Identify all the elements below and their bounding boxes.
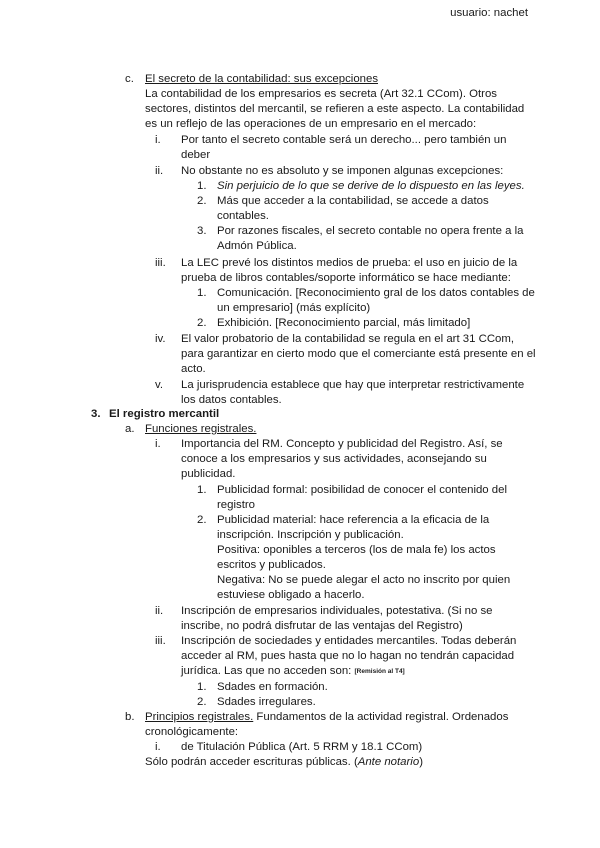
list-item-text: publicidad.: [181, 468, 236, 480]
sublist-item-text: contables.: [217, 210, 269, 222]
sublist-marker: 2.: [197, 195, 207, 207]
sublist-item-text: Negativa: No se puede alegar el acto no inscrito por quien: [217, 574, 511, 586]
list-item-text: los datos contables.: [181, 394, 282, 406]
subsection-b-closing: [145, 755, 423, 770]
section-c-title: El secreto de la contabilidad: sus excepciones: [145, 73, 379, 85]
sublist-item-text: escritos y publicados.: [217, 559, 326, 571]
sublist-marker: 2.: [197, 317, 207, 329]
sublist-item-text: Positiva: oponibles a terceros (los de mala fe) los actos: [217, 544, 496, 556]
list-item-text: conoce a los empresarios y sus actividades, aconsejando su: [181, 453, 487, 465]
sublist-item-text: Publicidad material: hace referencia a la eficacia de la: [217, 514, 490, 526]
sublist-item-text: Sdades en formación.: [217, 681, 328, 693]
page-header-user: usuario: nachet: [450, 7, 528, 19]
list-item-text: La jurisprudencia establece que hay que interpretar restrictivamente: [181, 379, 525, 391]
sublist-marker: 1.: [197, 484, 207, 496]
sublist-item-text: Más que acceder a la contabilidad, se accede a datos: [217, 195, 489, 207]
sublist-item-text: Sin perjuicio de lo que se derive de lo dispuesto en las leyes.: [217, 180, 525, 192]
list-item-text: deber: [181, 149, 211, 161]
list-item-text: No obstante no es absoluto y se imponen algunas excepciones:: [181, 165, 504, 177]
sublist-marker: 1.: [197, 681, 207, 693]
subsection-a-title: Funciones registrales.: [145, 423, 257, 435]
list-marker: i.: [155, 741, 161, 753]
sublist-marker: 1.: [197, 180, 207, 192]
subsection-a-marker: a.: [125, 423, 135, 435]
list-item-text: prueba de libros contables/soporte informático se hace mediante:: [181, 272, 511, 284]
list-item-text-part: jurídica. Las que no acceden son:: [181, 665, 355, 677]
sublist-item-text: inscripción. Inscripción y publicación.: [217, 529, 404, 541]
list-marker: i.: [155, 438, 161, 450]
section-c-intro-line: sectores, distintos del mercantil, se refieren a este aspecto. La contabilidad: [145, 103, 525, 115]
sublist-item-text: Sdades irregulares.: [217, 696, 316, 708]
list-marker: i.: [155, 134, 161, 146]
subsection-b-intro: Fundamentos de la actividad registral. Ordenados: [253, 711, 509, 723]
list-item-text: Inscripción de empresarios individuales, potestativa. (Si no se: [181, 605, 493, 617]
list-marker: ii.: [155, 165, 164, 177]
section-c-intro-line: La contabilidad de los empresarios es secreta (Art 32.1 CCom). Otros: [145, 88, 497, 100]
subsection-b-intro-line: cronológicamente:: [145, 726, 239, 738]
sublist-item-text: Exhibición. [Reconocimiento parcial, más limitado]: [217, 317, 471, 329]
sublist-item-text: un empresario] (más explícito): [217, 302, 371, 314]
list-item-text: Inscripción de sociedades y entidades mercantiles. Todas deberán: [181, 635, 517, 647]
list-marker: v.: [155, 379, 164, 391]
subsection-b-line: [145, 710, 508, 725]
section-3-marker: 3.: [91, 408, 101, 420]
sublist-marker: 3.: [197, 225, 207, 237]
remission-note: [Remisión al T4]: [354, 668, 405, 675]
list-item-text: para garantizar en cierto modo que el comerciante está presente en el: [181, 348, 536, 360]
list-item-text: La LEC prevé los distintos medios de prueba: el uso en juicio de la: [181, 257, 518, 269]
list-item-text: de Titulación Pública (Art. 5 RRM y 18.1 CCom): [181, 741, 423, 753]
list-item-text: acceder al RM, pues hasta que no lo hagan no tendrán capacidad: [181, 650, 515, 662]
list-marker: iii.: [155, 257, 166, 269]
sublist-marker: 2.: [197, 514, 207, 526]
list-marker: iii.: [155, 635, 166, 647]
sublist-marker: 2.: [197, 696, 207, 708]
list-item-text: Por tanto el secreto contable será un derecho... pero también un: [181, 134, 507, 146]
sublist-item-text: Publicidad formal: posibilidad de conocer el contenido del: [217, 484, 508, 496]
list-item-text: Importancia del RM. Concepto y publicidad del Registro. Así, se: [181, 438, 503, 450]
closing-end: ): [419, 756, 423, 768]
sublist-item-text: Admón Pública.: [217, 240, 297, 252]
list-marker: ii.: [155, 605, 164, 617]
closing-text: Sólo podrán acceder escrituras públicas. (: [145, 756, 358, 768]
sublist-item-text: Por razones fiscales, el secreto contable no opera frente a la: [217, 225, 524, 237]
sublist-item-text: estuviese obligado a hacerlo.: [217, 589, 365, 601]
closing-italic: Ante notario: [357, 756, 420, 768]
section-c-marker: c.: [125, 73, 134, 85]
list-item-text: inscribe, no podrá disfrutar de las ventajas del Registro): [181, 620, 463, 632]
sublist-item-text: registro: [217, 499, 255, 511]
list-item-text: [181, 664, 405, 679]
sublist-item-text: Comunicación. [Reconocimiento gral de los datos contables de: [217, 287, 535, 299]
sublist-marker: 1.: [197, 287, 207, 299]
list-item-text: acto.: [181, 363, 206, 375]
subsection-b-title: Principios registrales.: [145, 711, 254, 723]
section-c-intro-line: es un reflejo de las operaciones de un empresario en el mercado:: [145, 118, 477, 130]
subsection-b-marker: b.: [125, 711, 135, 723]
list-item-text: El valor probatorio de la contabilidad se regula en el art 31 CCom,: [181, 333, 515, 345]
section-3-title: El registro mercantil: [109, 408, 220, 420]
list-marker: iv.: [155, 333, 166, 345]
